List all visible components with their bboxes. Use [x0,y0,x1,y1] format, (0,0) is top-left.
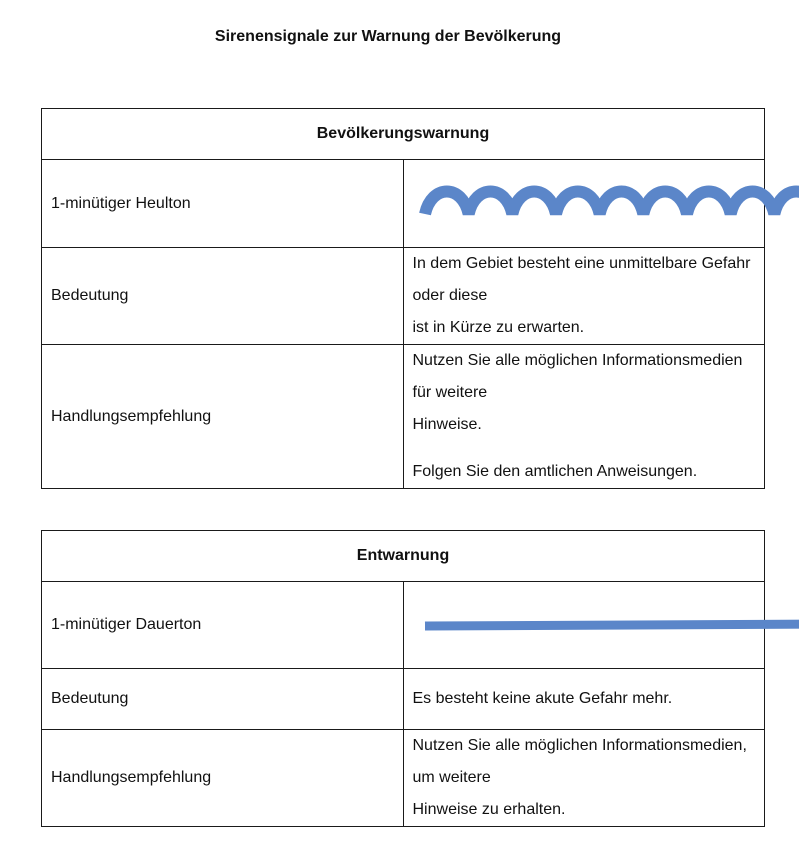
signal-row [42,160,765,248]
meaning-label: Bedeutung [42,248,404,345]
signal-label: 1-minütiger Dauerton [42,582,404,669]
action-line: Hinweise zu erhalten. [412,801,566,818]
wavy-line-icon [413,180,799,228]
table-heading: Bevölkerungswarnung [42,109,765,160]
meaning-label: Bedeutung [42,669,404,730]
signal-cell [403,160,765,248]
action-line: Nutzen Sie alle möglichen Informationsmedien für weitere [412,352,743,401]
signal-cell [403,582,765,669]
signal-row [42,582,765,669]
warning-table [41,108,765,489]
action-text [403,345,765,489]
table-heading: Entwarnung [42,531,765,582]
document-title: Sirenensignale zur Warnung der Bevölkerung [214,28,562,45]
meaning-line: In dem Gebiet besteht eine unmittelbare Gefahr oder diese [412,255,751,304]
meaning-text [403,248,765,345]
action-line: Hinweise. [412,416,482,433]
action-line-extra: Folgen Sie den amtlichen Anweisungen. [412,463,698,480]
action-label: Handlungsempfehlung [42,730,404,827]
action-line: Nutzen Sie alle möglichen Informationsmedien, um weitere [412,737,747,786]
action-label: Handlungsempfehlung [42,345,404,489]
meaning-line: ist in Kürze zu erwarten. [412,319,585,336]
action-row [42,345,765,489]
meaning-line: Es besteht keine akute Gefahr mehr. [412,690,673,707]
table-header-row [42,109,765,160]
table-header-row [42,531,765,582]
action-row [42,730,765,827]
meaning-row [42,248,765,345]
action-text [403,730,765,827]
meaning-row [42,669,765,730]
all-clear-table [41,530,765,827]
straight-line-icon [413,615,799,635]
meaning-text [403,669,765,730]
signal-label: 1-minütiger Heulton [42,160,404,248]
